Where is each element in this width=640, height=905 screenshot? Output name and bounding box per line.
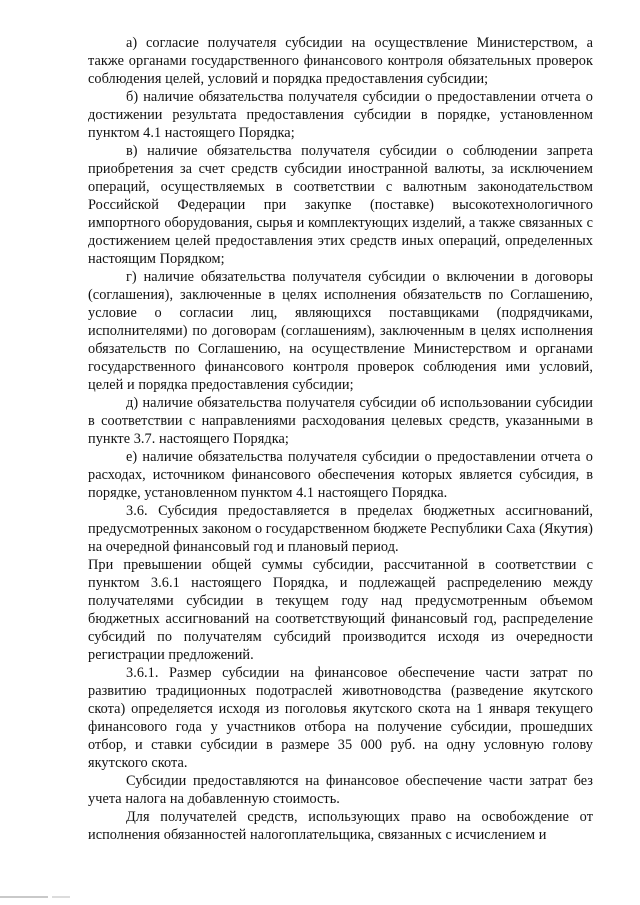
scan-edge-mark bbox=[0, 896, 48, 898]
paragraph-3-6-1: 3.6.1. Размер субсидии на финансовое обеспечение части затрат по развитию традиционных подотраслей животноводства (разведение якутского скота) определяется исходя из поголовья якутского скота на 1 января текущего финансового года у участников отбора на получение субсидии, прошедших отбор, и ставки субсидии в размере 35 000 руб. на одну условную голову якутского скота. bbox=[88, 665, 593, 771]
paragraph-item-a: а) согласие получателя субсидии на осуществление Министерством, а также органами государственного финансового контроля обязательных проверок соблюдения целей, условий и порядка предоставления субсидии; bbox=[88, 35, 593, 87]
paragraph-3-6: 3.6. Субсидия предоставляется в пределах бюджетных ассигнований, предусмотренных законом о государственном бюджете Республики Саха (Якутия) на очередной финансовый год и плановый период. bbox=[88, 503, 593, 555]
paragraph-item-g: г) наличие обязательства получателя субсидии о включении в договоры (соглашения), заключенные в целях исполнения обязательств по Соглашению, условие о согласии лиц, являющихся поставщиками (подрядчиками, исполнителями) по договорам (соглашениям), заключенным в целях исполнения обязательств по Соглашению, на осуществление Министерством и органами государственного финансового контроля проверок соблюдения ими условий, целей и порядка предоставления субсидии; bbox=[88, 269, 593, 393]
paragraph-3-6-1-vat: Субсидии предоставляются на финансовое обеспечение части затрат без учета налога на добавленную стоимость. bbox=[88, 773, 593, 807]
paragraph-item-d: д) наличие обязательства получателя субсидии об использовании субсидии в соответствии с направлениями расходования целевых средств, указанными в пункте 3.7. настоящего Порядка; bbox=[88, 395, 593, 447]
scan-edge-mark-2 bbox=[52, 896, 70, 898]
paragraph-3-6-excess: При превышении общей суммы субсидии, рассчитанной в соответствии с пунктом 3.6.1 настоящего Порядка, и подлежащей распределению между получателями субсидии в текущем году над предусмотренным объемом бюджетных ассигнований на соответствующий финансовый год, распределение субсидий по получателям субсидий производится исходя из очередности регистрации предложений. bbox=[88, 557, 593, 663]
paragraph-item-e: е) наличие обязательства получателя субсидии о предоставлении отчета о расходах, источником финансового обеспечения которых является субсидия, в порядке, установленном пунктом 4.1 настоящего Порядка. bbox=[88, 449, 593, 501]
paragraph-item-b: б) наличие обязательства получателя субсидии о предоставлении отчета о достижении результата предоставления субсидии в порядке, установленном пунктом 4.1 настоящего Порядка; bbox=[88, 89, 593, 141]
paragraph-item-v: в) наличие обязательства получателя субсидии о соблюдении запрета приобретения за счет средств субсидии иностранной валюты, за исключением операций, осуществляемых в соответствии с валютным законодательством Российской Федерации при закупке (поставке) высокотехнологичного импортного оборудования, сырья и комплектующих изделий, а также связанных с достижением целей предоставления этих средств иных операций, определенных настоящим Порядком; bbox=[88, 143, 593, 267]
paragraph-3-6-1-exempt: Для получателей средств, использующих право на освобождение от исполнения обязанностей налогоплательщика, связанных с исчислением и bbox=[88, 809, 593, 843]
document-body bbox=[88, 34, 593, 844]
